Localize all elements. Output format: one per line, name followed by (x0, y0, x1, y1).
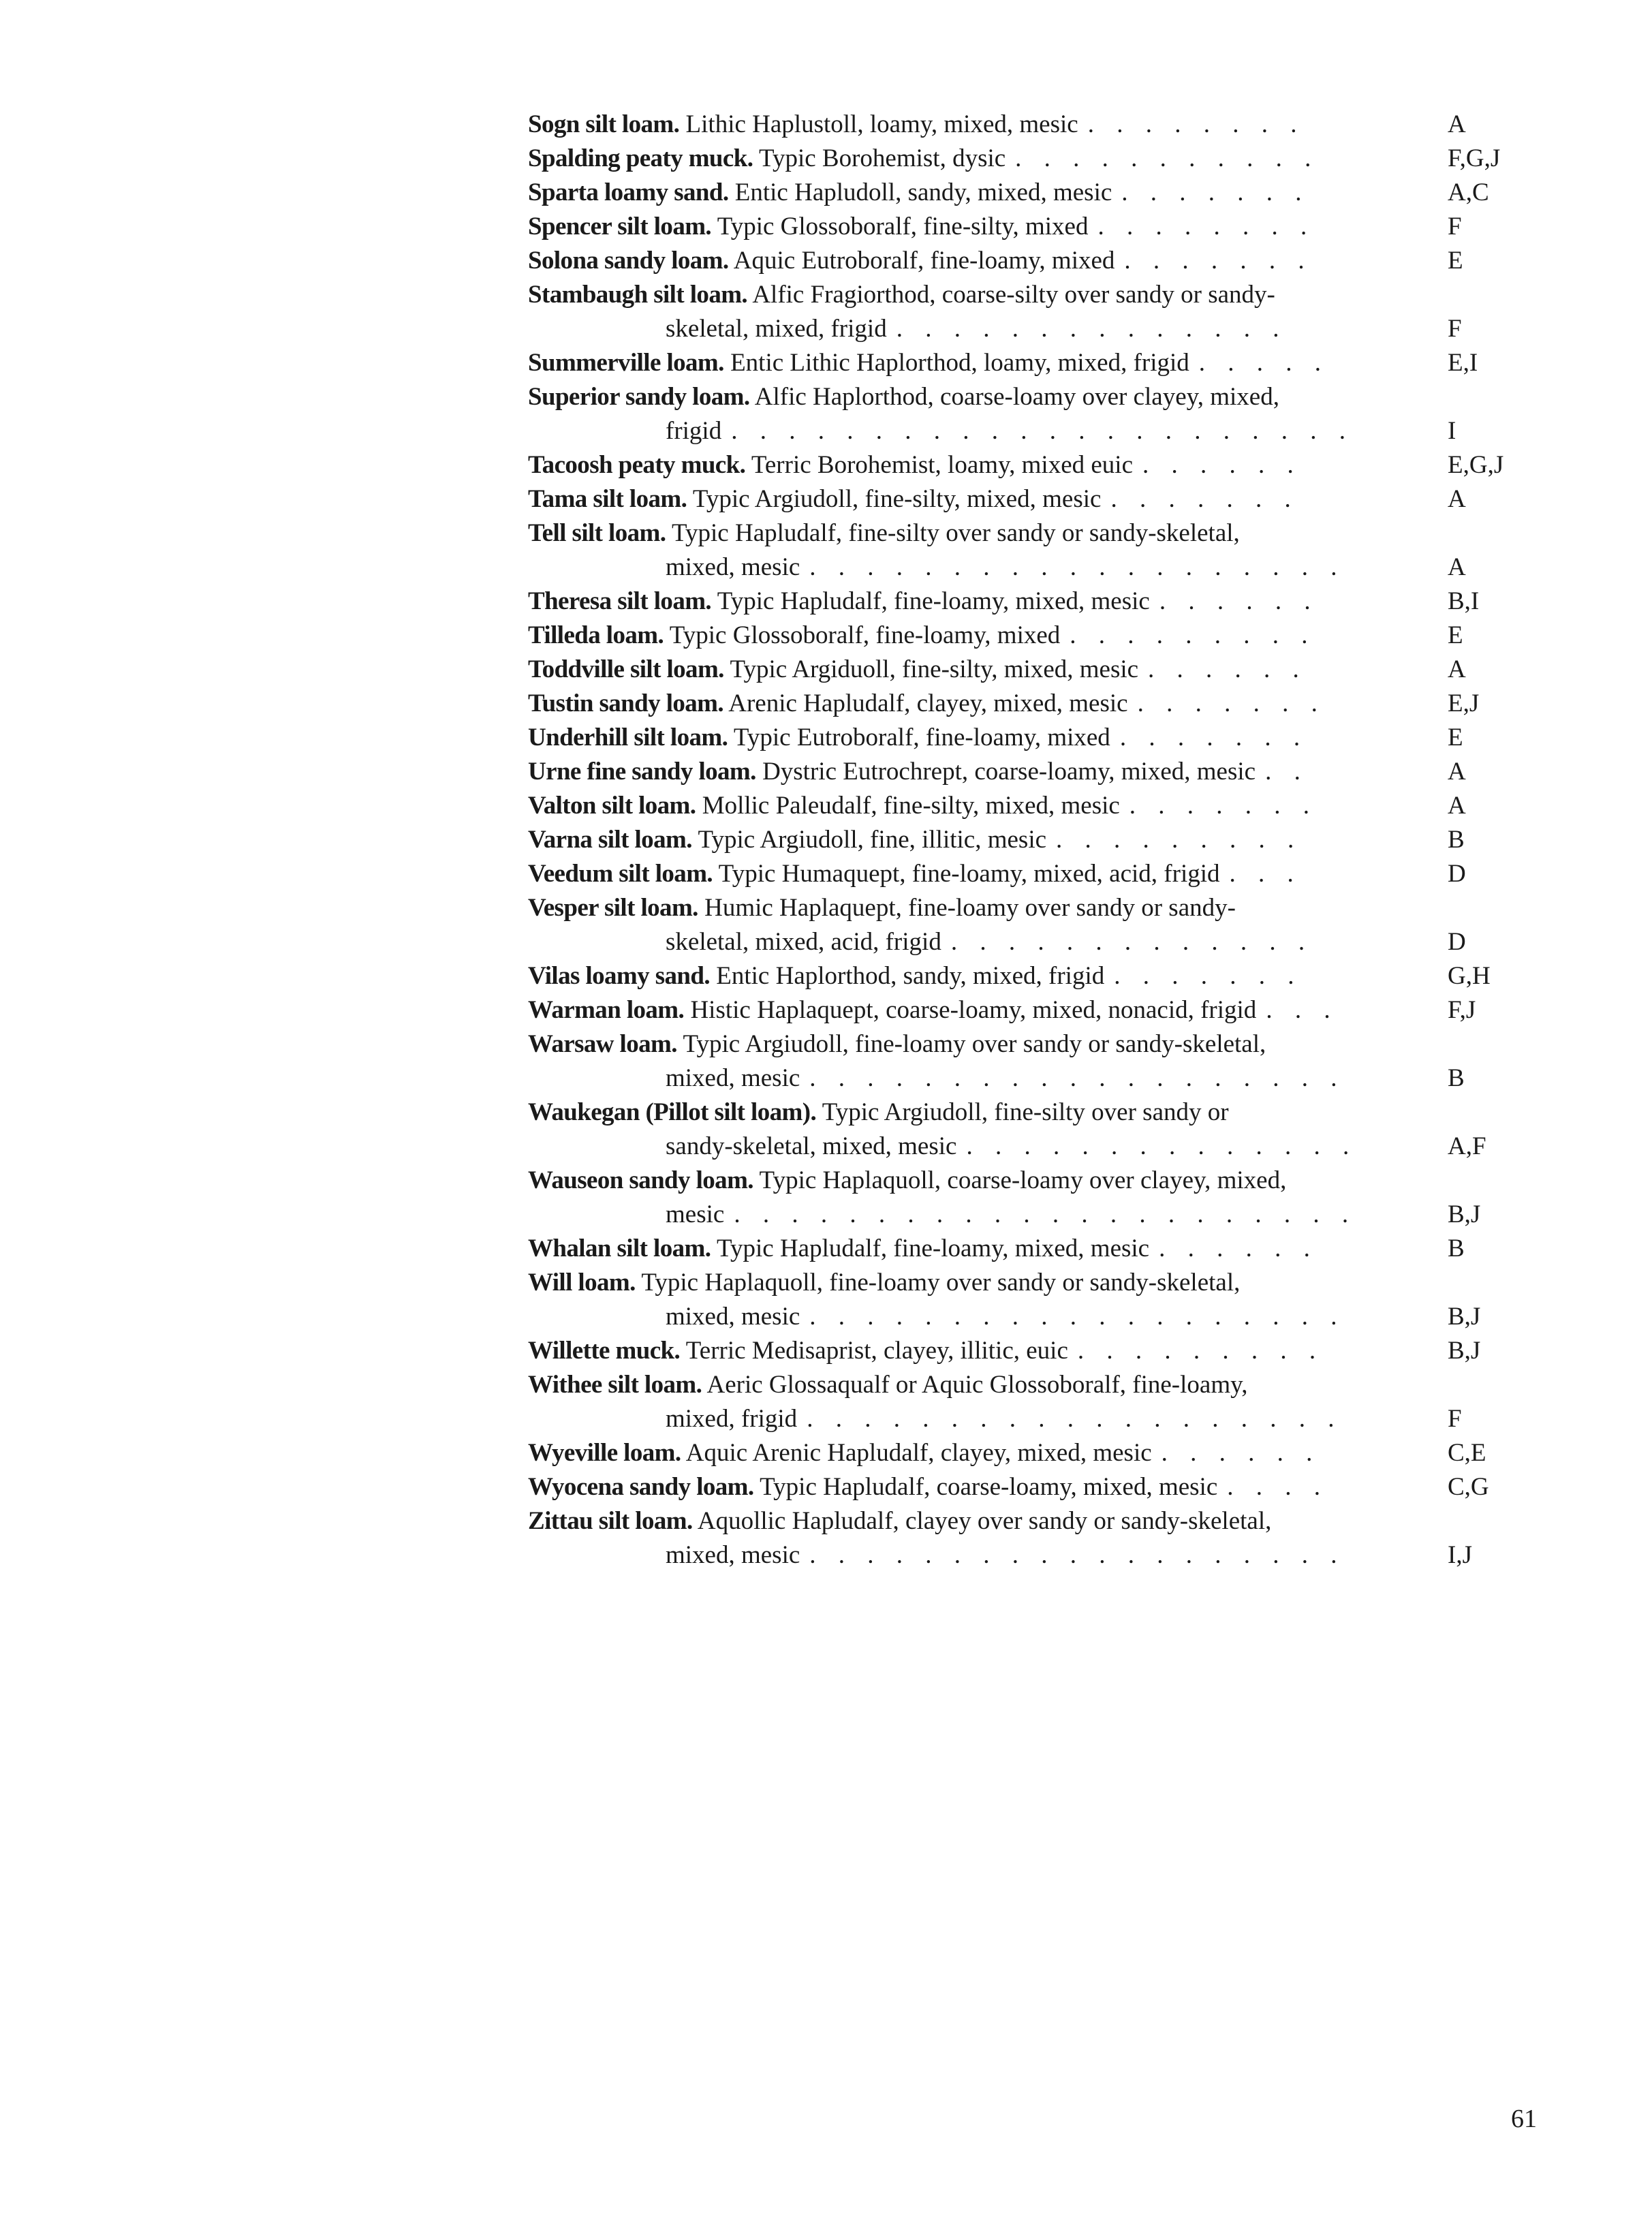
horizon-codes: A (1448, 655, 1466, 683)
soil-name: Zittau silt loam. (528, 1507, 693, 1535)
horizon-codes: A (1448, 792, 1466, 820)
dot-leader: . . . . . . . . . (1070, 621, 1316, 649)
dot-leader: . . . . . . . . . . . . . . . . . . . (809, 1303, 1345, 1331)
soil-classification: Typic Argiudoll, fine, illitic, mesic (698, 826, 1047, 854)
horizon-codes: F (1448, 1405, 1462, 1433)
soil-name: Valton silt loam. (528, 792, 696, 820)
dot-leader: . . . . . . . (1119, 724, 1309, 751)
entry-first-line (528, 755, 1523, 789)
soil-name: Tustin sandy loam. (528, 689, 724, 717)
soil-name: Theresa silt loam. (528, 587, 712, 615)
entry-first-line (528, 891, 1523, 925)
horizon-codes: E,I (1448, 349, 1478, 377)
horizon-codes: B (1448, 826, 1465, 854)
soil-name: Veedum silt loam. (528, 860, 713, 888)
soil-classification: Typic Eutroboralf, fine-loamy, mixed (733, 724, 1110, 751)
soil-classification: Histic Haplaquept, coarse-loamy, mixed, nonacid, frigid (690, 996, 1257, 1024)
entry-first-line (528, 653, 1523, 687)
soil-entry (528, 482, 1523, 516)
dot-leader: . . . . . . . . . . . . . . . . . . . (809, 1064, 1345, 1092)
entry-first-line (528, 823, 1523, 857)
entry-first-line (528, 1096, 1523, 1130)
entry-first-line (528, 721, 1523, 755)
entry-first-line (528, 176, 1523, 210)
soil-entry (528, 891, 1523, 959)
dot-leader: . . . . . . (1161, 1439, 1321, 1467)
soil-name: Will loam. (528, 1269, 636, 1297)
dot-leader: . . . . . . . . . . . . . . . . . . . . . . (731, 417, 1354, 445)
soil-name: Toddville silt loam. (528, 655, 724, 683)
soil-name: Solona sandy loam. (528, 247, 729, 275)
soil-entry (528, 687, 1523, 721)
soil-entry (528, 1027, 1523, 1096)
entry-continuation-line (528, 1300, 1523, 1334)
soil-entry (528, 619, 1523, 653)
entry-first-line (528, 1266, 1523, 1300)
entry-first-line (528, 1436, 1523, 1470)
soil-classification: Typic Hapludalf, coarse-loamy, mixed, mesic (760, 1473, 1218, 1501)
soil-name: Vesper silt loam. (528, 894, 698, 922)
horizon-codes: E (1448, 621, 1463, 649)
dot-leader: . . . . . . . . (1097, 213, 1315, 241)
horizon-codes: F,J (1448, 996, 1476, 1024)
soil-classification: Typic Argiduoll, fine-silty, mixed, mesic (730, 655, 1139, 683)
dot-leader: . . . . . . . . . . . . . . . . . . . . . . (734, 1200, 1357, 1228)
soil-entry (528, 789, 1523, 823)
soil-name: Stambaugh silt loam. (528, 281, 748, 309)
entry-first-line (528, 346, 1523, 380)
horizon-codes: A (1448, 758, 1466, 786)
soil-entry (528, 108, 1523, 142)
soil-entry (528, 210, 1523, 244)
soil-name: Sogn silt loam. (528, 110, 680, 138)
entry-first-line (528, 482, 1523, 516)
dot-leader: . . . . . . . . . . . . . . . . . . . (809, 1541, 1345, 1569)
soil-classification: Aquollic Hapludalf, clayey over sandy or sandy-skeletal, (697, 1507, 1272, 1535)
soil-entry (528, 993, 1523, 1027)
entry-first-line (528, 1504, 1523, 1538)
dot-leader: . . . . . . . (1114, 962, 1303, 990)
soil-entry (528, 755, 1523, 789)
soil-classification: Aquic Eutroboralf, fine-loamy, mixed (733, 247, 1115, 275)
soil-entry (528, 857, 1523, 891)
soil-name: Wyocena sandy loam. (528, 1473, 754, 1501)
dot-leader: . . . . . . . . . . . . . . (966, 1132, 1358, 1160)
dot-leader: . . . . . . . . . . . . . . . . . . . (809, 553, 1345, 581)
soil-classification: Terric Medisaprist, clayey, illitic, euic (685, 1337, 1068, 1365)
horizon-codes: F (1448, 213, 1462, 241)
entry-first-line (528, 687, 1523, 721)
dot-leader: . . . . . . . (1124, 247, 1313, 275)
soil-name: Tell silt loam. (528, 519, 666, 547)
soil-name: Spalding peaty muck. (528, 144, 753, 172)
entry-first-line (528, 1232, 1523, 1266)
soil-classification: Aquic Arenic Hapludalf, clayey, mixed, mesic (685, 1439, 1152, 1467)
dot-leader: . . . . . . . . (1087, 110, 1305, 138)
entry-continuation-line (528, 1198, 1523, 1232)
soil-classification: Entic Haplorthod, sandy, mixed, frigid (716, 962, 1105, 990)
soil-name: Urne fine sandy loam. (528, 758, 756, 786)
soil-classification: Typic Haplaquoll, fine-loamy over sandy or sandy-skeletal, (641, 1269, 1241, 1297)
soil-classification: Typic Hapludalf, fine-silty over sandy or sandy-skeletal, (672, 519, 1240, 547)
horizon-codes: I,J (1448, 1541, 1472, 1569)
soil-entry (528, 1096, 1523, 1164)
soil-entry (528, 448, 1523, 482)
dot-leader: . . . . . . . . . (1056, 826, 1303, 854)
soil-classification: skeletal, mixed, acid, frigid (666, 928, 941, 956)
dot-leader: . . . . . . (1142, 451, 1302, 479)
soil-entry (528, 1436, 1523, 1470)
entry-first-line (528, 278, 1523, 312)
soil-entry (528, 380, 1523, 448)
dot-leader: . . . . . . . . . . . . . (950, 928, 1313, 956)
horizon-codes: B,J (1448, 1200, 1481, 1228)
soil-classification: Typic Glossoboralf, fine-loamy, mixed (669, 621, 1061, 649)
soil-name: Withee silt loam. (528, 1371, 702, 1399)
horizon-codes: B,J (1448, 1337, 1481, 1365)
dot-leader: . . . . . . . (1110, 485, 1299, 513)
soil-classification: Entic Lithic Haplorthod, loamy, mixed, frigid (730, 349, 1189, 377)
horizon-codes: F,G,J (1448, 144, 1501, 172)
soil-classification: Typic Argiudoll, fine-silty, mixed, mesic (692, 485, 1102, 513)
soil-entry (528, 1164, 1523, 1232)
soil-name: Tacoosh peaty muck. (528, 451, 746, 479)
soil-classification: mixed, mesic (666, 1541, 800, 1569)
soil-name: Waukegan (Pillot silt loam). (528, 1098, 817, 1126)
soil-classification: Alfic Fragiorthod, coarse-silty over sandy or sandy- (752, 281, 1275, 309)
entry-continuation-line (528, 1538, 1523, 1572)
entry-first-line (528, 244, 1523, 278)
soil-entry (528, 721, 1523, 755)
horizon-codes: E,G,J (1448, 451, 1504, 479)
soil-entry (528, 1470, 1523, 1504)
soil-classification: Terric Borohemist, loamy, mixed euic (751, 451, 1133, 479)
soil-series-list (528, 108, 1523, 1572)
soil-classification: Aeric Glossaqualf or Aquic Glossoboralf, fine-loamy, (706, 1371, 1248, 1399)
soil-entry (528, 142, 1523, 176)
entry-first-line (528, 1368, 1523, 1402)
soil-name: Summerville loam. (528, 349, 724, 377)
entry-first-line (528, 1164, 1523, 1198)
entry-continuation-line (528, 414, 1523, 448)
soil-entry (528, 959, 1523, 993)
soil-classification: Mollic Paleudalf, fine-silty, mixed, mesic (702, 792, 1120, 820)
entry-first-line (528, 1334, 1523, 1368)
soil-classification: sandy-skeletal, mixed, mesic (666, 1132, 957, 1160)
horizon-codes: A (1448, 485, 1466, 513)
entry-first-line (528, 993, 1523, 1027)
soil-name: Varna silt loam. (528, 826, 692, 854)
entry-first-line (528, 959, 1523, 993)
soil-name: Sparta loamy sand. (528, 179, 729, 206)
horizon-codes: D (1448, 928, 1466, 956)
dot-leader: . . . . . . . (1137, 689, 1326, 717)
soil-classification: mixed, mesic (666, 1064, 800, 1092)
horizon-codes: C,G (1448, 1473, 1489, 1501)
soil-classification: Typic Argiudoll, fine-loamy over sandy or sandy-skeletal, (683, 1030, 1266, 1058)
soil-name: Warman loam. (528, 996, 685, 1024)
soil-entry (528, 1266, 1523, 1334)
horizon-codes: I (1448, 417, 1456, 445)
dot-leader: . . . . . . . (1121, 179, 1310, 206)
horizon-codes: A (1448, 110, 1466, 138)
horizon-codes: G,H (1448, 962, 1491, 990)
soil-classification: Typic Humaquept, fine-loamy, mixed, acid, frigid (718, 860, 1220, 888)
soil-name: Underhill silt loam. (528, 724, 728, 751)
horizon-codes: C,E (1448, 1439, 1486, 1467)
soil-classification: frigid (666, 417, 722, 445)
entry-first-line (528, 210, 1523, 244)
soil-classification: mixed, mesic (666, 1303, 800, 1331)
soil-classification: skeletal, mixed, frigid (666, 315, 887, 343)
soil-name: Vilas loamy sand. (528, 962, 711, 990)
entry-continuation-line (528, 925, 1523, 959)
horizon-codes: A,C (1448, 179, 1489, 206)
soil-classification: Lithic Haplustoll, loamy, mixed, mesic (685, 110, 1078, 138)
horizon-codes: E (1448, 247, 1463, 275)
entry-first-line (528, 380, 1523, 414)
dot-leader: . . . . . . . . . (1077, 1337, 1324, 1365)
horizon-codes: B,J (1448, 1303, 1481, 1331)
soil-entry (528, 516, 1523, 585)
soil-name: Tama silt loam. (528, 485, 687, 513)
soil-name: Willette muck. (528, 1337, 681, 1365)
soil-entry (528, 1504, 1523, 1572)
soil-classification: Alfic Haplorthod, coarse-loamy over clayey, mixed, (754, 383, 1279, 411)
soil-entry (528, 1232, 1523, 1266)
dot-leader: . . . (1266, 996, 1339, 1024)
dot-leader: . . . . . . (1148, 655, 1307, 683)
entry-first-line (528, 142, 1523, 176)
soil-name: Wauseon sandy loam. (528, 1166, 753, 1194)
soil-entry (528, 1368, 1523, 1436)
soil-name: Tilleda loam. (528, 621, 664, 649)
soil-classification: mixed, mesic (666, 553, 800, 581)
soil-classification: mixed, frigid (666, 1405, 798, 1433)
entry-first-line (528, 108, 1523, 142)
soil-name: Wyeville loam. (528, 1439, 681, 1467)
soil-classification: Humic Haplaquept, fine-loamy over sandy or sandy- (704, 894, 1236, 922)
soil-classification: Typic Glossoboralf, fine-silty, mixed (717, 213, 1089, 241)
entry-first-line (528, 1470, 1523, 1504)
dot-leader: . . . . . . . . . . . . . . (896, 315, 1288, 343)
soil-entry (528, 653, 1523, 687)
horizon-codes: B (1448, 1235, 1465, 1262)
soil-entry (528, 346, 1523, 380)
soil-classification: Typic Hapludalf, fine-loamy, mixed, mesic (716, 1235, 1150, 1262)
entry-first-line (528, 448, 1523, 482)
dot-leader: . . . . . (1198, 349, 1330, 377)
entry-continuation-line (528, 1061, 1523, 1096)
horizon-codes: B,I (1448, 587, 1480, 615)
soil-classification: mesic (666, 1200, 725, 1228)
horizon-codes: E (1448, 724, 1463, 751)
entry-first-line (528, 585, 1523, 619)
soil-entry (528, 585, 1523, 619)
entry-continuation-line (528, 1402, 1523, 1436)
entry-first-line (528, 857, 1523, 891)
entry-first-line (528, 516, 1523, 550)
horizon-codes: B (1448, 1064, 1465, 1092)
horizon-codes: E,J (1448, 689, 1480, 717)
entry-continuation-line (528, 1130, 1523, 1164)
horizon-codes: A,F (1448, 1132, 1486, 1160)
dot-leader: . . . . . . . . . . . (1015, 144, 1320, 172)
soil-name: Spencer silt loam. (528, 213, 712, 241)
entry-first-line (528, 789, 1523, 823)
dot-leader: . . . . . . . (1129, 792, 1318, 820)
entry-first-line (528, 619, 1523, 653)
dot-leader: . . . . (1227, 1473, 1328, 1501)
soil-classification: Entic Hapludoll, sandy, mixed, mesic (734, 179, 1112, 206)
soil-name: Superior sandy loam. (528, 383, 750, 411)
dot-leader: . . (1265, 758, 1309, 786)
soil-entry (528, 278, 1523, 346)
soil-classification: Arenic Hapludalf, clayey, mixed, mesic (728, 689, 1128, 717)
soil-entry (528, 1334, 1523, 1368)
soil-classification: Typic Haplaquoll, coarse-loamy over clayey, mixed, (759, 1166, 1287, 1194)
soil-classification: Typic Argiudoll, fine-silty over sandy or (822, 1098, 1229, 1126)
entry-first-line (528, 1027, 1523, 1061)
soil-classification: Typic Hapludalf, fine-loamy, mixed, mesic (717, 587, 1150, 615)
dot-leader: . . . . . . (1159, 587, 1319, 615)
soil-classification: Dystric Eutrochrept, coarse-loamy, mixed, mesic (762, 758, 1256, 786)
horizon-codes: A (1448, 553, 1466, 581)
horizon-codes: F (1448, 315, 1462, 343)
soil-entry (528, 176, 1523, 210)
soil-entry (528, 244, 1523, 278)
entry-continuation-line (528, 312, 1523, 346)
entry-continuation-line (528, 550, 1523, 585)
page-number: 61 (1511, 2105, 1537, 2133)
horizon-codes: D (1448, 860, 1466, 888)
dot-leader: . . . . . . . . . . . . . . . . . . . (807, 1405, 1343, 1433)
soil-name: Warsaw loam. (528, 1030, 677, 1058)
dot-leader: . . . . . . (1159, 1235, 1318, 1262)
dot-leader: . . . (1229, 860, 1302, 888)
soil-classification: Typic Borohemist, dysic (758, 144, 1006, 172)
soil-name: Whalan silt loam. (528, 1235, 711, 1262)
soil-entry (528, 823, 1523, 857)
